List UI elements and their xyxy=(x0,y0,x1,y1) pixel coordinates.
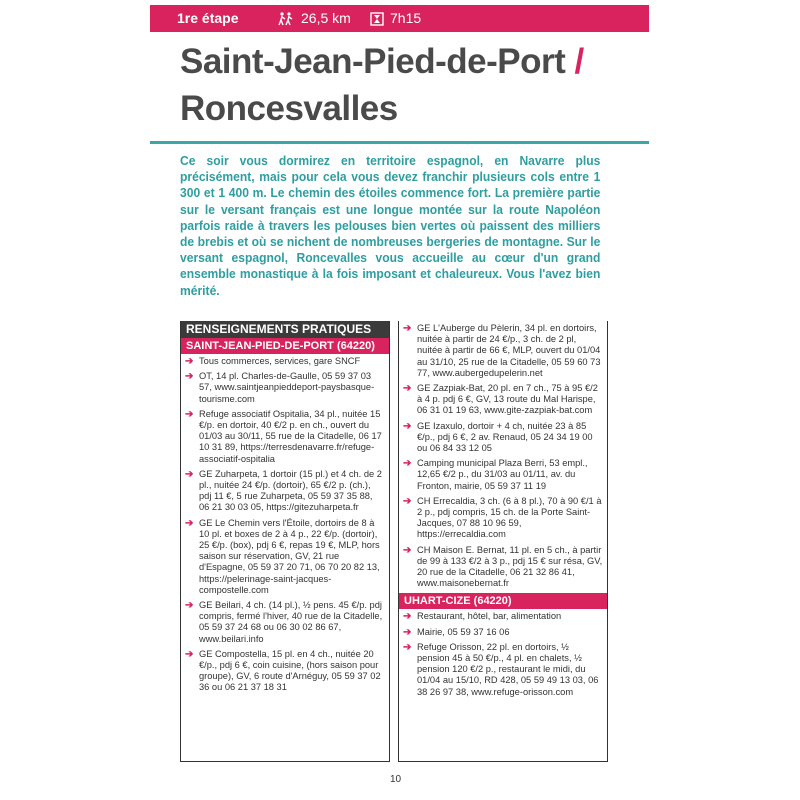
distance-meta xyxy=(277,5,351,32)
arrow-icon: ➔ xyxy=(403,495,412,507)
list-item xyxy=(403,383,603,417)
arrow-icon: ➔ xyxy=(185,408,194,420)
arrow-icon: ➔ xyxy=(403,641,412,653)
arrow-icon: ➔ xyxy=(185,356,194,367)
list-item-text: Mairie, 05 59 37 16 06 xyxy=(417,626,510,637)
list-item xyxy=(185,600,385,645)
stage-label: 1re étape xyxy=(157,5,265,32)
distance-value: 26,5 km xyxy=(301,10,351,26)
list-item-text: Refuge Orisson, 22 pl. en dortoirs, ½ pension 45 à 50 €/p., 4 pl. en chalets, ½ pension 120 €/2 p., restaurant le midi, du 01/04 au 15/10, RD 428, 05 59 49 13 03, 06 38 26 97 38, www.refuge-orisson.com xyxy=(417,641,599,697)
section-list xyxy=(399,609,607,697)
list-item-text: Camping municipal Plaza Berri, 53 empl., 12,65 €/2 p., du 31/03 au 01/11, av. du Fronton, mairie, 05 59 37 11 19 xyxy=(417,458,588,491)
list-item xyxy=(403,421,603,455)
arrow-icon: ➔ xyxy=(403,626,412,638)
arrow-icon: ➔ xyxy=(185,371,194,383)
list-item-text: GE Izaxulo, dortoir + 4 ch, nuitée 23 à 85 €/p., pdj 6 €, 2 av. Renaud, 05 24 34 19 00 ou 06 84 33 12 05 xyxy=(417,420,593,454)
list-item-text: GE Zuharpeta, 1 dortoir (15 pl.) et 4 ch. de 2 pl., nuitée 24 €/p. (dortoir), 65 €/2 p. (ch.), pdj 11 €, 5 rue Zuharpeta, 05 59 37 35 88, 06 21 30 03 05, https://gitezuharpeta.fr xyxy=(199,468,382,513)
title-origin: Saint-Jean-Pied-de-Port xyxy=(180,42,566,81)
list-item xyxy=(185,409,385,465)
list-item-text: Restaurant, hôtel, bar, alimentation xyxy=(417,611,562,622)
list-item-text: Refuge associatif Ospitalia, 34 pl., nuitée 15 €/p. en dortoir, 40 €/2 p. en ch., ouvert du 01/03 au 30/11, 55 rue de la Citadelle, 06 17 10 31 89, https://terresdenavarre.fr/refuge-associatif-ospitalia xyxy=(199,408,382,464)
list-item xyxy=(185,371,385,405)
arrow-icon: ➔ xyxy=(403,544,412,556)
list-item xyxy=(185,469,385,514)
arrow-icon: ➔ xyxy=(185,517,194,529)
list-item xyxy=(403,323,603,379)
list-item-text: GE Beilari, 4 ch. (14 pl.), ½ pens. 45 €/p. pdj compris, fermé l'hiver, 40 rue de la Citadelle, 05 59 37 24 68 ou 06 30 02 86 67, www.beilari.info xyxy=(199,600,383,644)
list-item-text: GE Le Chemin vers l'Étoile, dortoirs de 8 à 10 pl. et boxes de 2 à 4 p., 22 €/p. (dortoir), 25 €/p. (box), pdj 6 €, repas 19 €, MLP, hors saison sur réservation, GV, 21 rue d'Espagne, 05 59 37 20 71, 06 70 20 82 13, https://pelerinage-saint-jacques-compostelle.com xyxy=(199,517,380,595)
title-slash: / xyxy=(574,42,584,81)
hikers-icon xyxy=(277,12,295,26)
list-item-text: OT, 14 pl. Charles-de-Gaulle, 05 59 37 03 57, www.saintjeanpieddeport-paysbasque-tourisme.com xyxy=(199,371,375,404)
arrow-icon: ➔ xyxy=(403,420,412,432)
arrow-icon: ➔ xyxy=(403,383,412,395)
arrow-icon: ➔ xyxy=(185,468,194,480)
info-column-right xyxy=(398,321,608,762)
list-item xyxy=(185,518,385,596)
list-item xyxy=(403,545,603,590)
list-item-text: CH Maison E. Bernat, 11 pl. en 5 ch., à partir de 99 à 133 €/2 à 3 p., pdj 15 € sur résa, GV, 20 rue de la Citadelle, 06 21 32 86 41, www.maisonebernat.fr xyxy=(417,544,603,589)
duration-meta xyxy=(370,5,421,32)
list-item-text: GE Zazpiak-Bat, 20 pl. en 7 ch., 75 à 95 €/2 à 4 p. pdj 6 €, GV, 13 route du Mal Harispe, 06 31 01 19 63, www.gite-zazpiak-bat.com xyxy=(417,383,598,416)
list-item xyxy=(403,611,603,622)
page-title xyxy=(180,38,650,132)
section-header: UHART-CIZE (64220) xyxy=(399,593,607,609)
list-item-text: Tous commerces, services, gare SNCF xyxy=(199,356,361,366)
list-item xyxy=(185,649,385,694)
arrow-icon: ➔ xyxy=(185,600,194,612)
section-list xyxy=(181,354,389,694)
list-item xyxy=(185,356,385,367)
duration-value: 7h15 xyxy=(390,10,422,26)
list-item xyxy=(403,458,603,492)
list-item xyxy=(403,642,603,698)
arrow-icon: ➔ xyxy=(403,458,412,470)
title-destination: Roncesvalles xyxy=(180,89,398,128)
page-number: 10 xyxy=(390,774,402,785)
list-item-text: GE L'Auberge du Pèlerin, 34 pl. en dortoirs, nuitée à partir de 24 €/p., 3 ch. de 2 pl, nuitée à partir de 66 €, MLP, ouvert du 01/04 au 31/10, 25 rue de la Citadelle, 05 59 60 73 77, www.aubergedupelerin.net xyxy=(417,323,601,378)
section-header: SAINT-JEAN-PIED-DE-PORT (64220) xyxy=(181,338,389,354)
title-divider xyxy=(150,141,649,144)
arrow-icon: ➔ xyxy=(403,323,412,334)
list-item xyxy=(403,496,603,541)
info-column-left xyxy=(180,321,390,762)
info-heading: RENSEIGNEMENTS PRATIQUES xyxy=(181,321,389,338)
list-item xyxy=(403,627,603,638)
hourglass-icon xyxy=(370,12,384,26)
section-list xyxy=(399,321,607,589)
list-item-text: CH Errecaldia, 3 ch. (6 à 8 pl.), 70 à 90 €/1 à 2 p., pdj compris, 15 ch. de la Porte Saint-Jacques, 07 88 10 96 59, https://errecaldia.com xyxy=(417,495,602,540)
arrow-icon: ➔ xyxy=(403,611,412,623)
list-item-text: GE Compostella, 15 pl. en 4 ch., nuitée 20 €/p., pdj 6 €, coin cuisine, (hors saison pour groupe), GV, 6 route d'Arnéguy, 05 59 37 02 36 ou 06 21 37 18 31 xyxy=(199,648,381,693)
intro-paragraph: Ce soir vous dormirez en territoire espagnol, en Navarre plus précisément, mais pour cela vous devez franchir plusieurs cols entre 1 300 et 1 400 m. Le chemin des étoiles commence fort. La première partie sur le versant français est une longue montée sur la route Napoléon parfois raide à travers les pelouses bien vertes où paissent des milliers de brebis et où se nichent de nombreuses bergeries de montagne. Sur le versant espagnol, Roncevalles vous accueille au cœur d'un grand ensemble monastique à la fois imposant et chaleureux. Vous l'avez bien mérité. xyxy=(180,153,601,298)
arrow-icon: ➔ xyxy=(185,648,194,660)
